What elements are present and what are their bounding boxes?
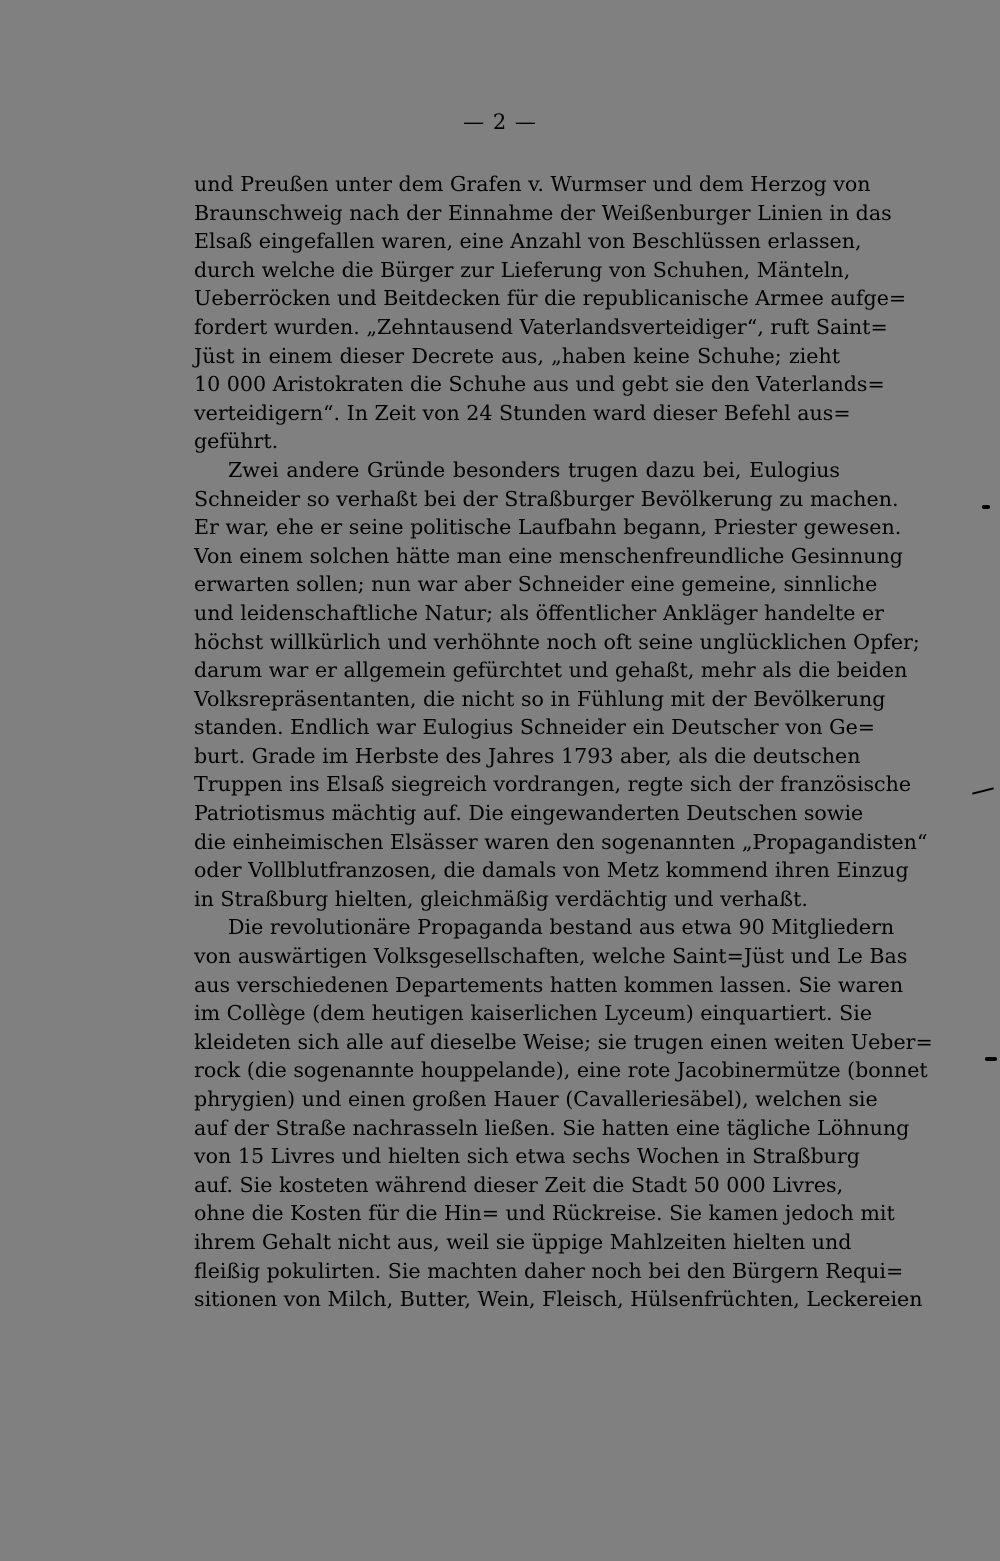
text-line: ohne die Kosten für die Hin= und Rückreise. Sie kamen jedoch mit <box>194 1201 895 1226</box>
margin-ink-blot <box>985 1057 997 1061</box>
text-line: Elsaß eingefallen waren, eine Anzahl von Beschlüssen erlassen, <box>194 229 862 254</box>
text-line: Patriotismus mächtig auf. Die eingewanderten Deutschen sowie <box>194 801 864 826</box>
margin-ink-stroke <box>972 787 994 794</box>
margin-ink-dot <box>982 505 990 509</box>
text-line: aus verschiedenen Departements hatten kommen lassen. Sie waren <box>194 972 904 997</box>
text-line: oder Vollblutfranzosen, die damals von Metz kommend ihren Einzug <box>194 858 909 883</box>
text-line: Jüst in einem dieser Decrete aus, „haben keine Schuhe; zieht <box>194 343 840 368</box>
text-line: von auswärtigen Volksgesellschaften, welche Saint=Jüst und Le Bas <box>194 944 908 969</box>
text-line: auf der Straße nachrasseln ließen. Sie hatten eine tägliche Löhnung <box>194 1115 910 1140</box>
text-line: fordert wurden. „Zehntausend Vaterlandsverteidiger“, ruft Saint= <box>194 314 888 339</box>
text-line: fleißig pokulirten. Sie machten daher noch bei den Bürgern Requi= <box>194 1258 904 1283</box>
page-number: — 2 — <box>463 110 537 134</box>
text-line: kleideten sich alle auf dieselbe Weise; sie trugen einen weiten Ueber= <box>194 1029 933 1054</box>
text-line: auf. Sie kosteten während dieser Zeit die Stadt 50 000 Livres, <box>194 1172 844 1197</box>
text-line: von 15 Livres und hielten sich etwa sechs Wochen in Straßburg <box>194 1144 860 1169</box>
paragraph <box>194 456 928 914</box>
body-text <box>194 170 933 1314</box>
text-line: Die revolutionäre Propaganda bestand aus etwa 90 Mitgliedern <box>228 915 895 940</box>
text-line: ihrem Gehalt nicht aus, weil sie üppige Mahlzeiten hielten und <box>194 1229 852 1254</box>
text-line: die einheimischen Elsässer waren den sogenannten „Propagandisten“ <box>194 829 928 854</box>
text-line: 10 000 Aristokraten die Schuhe aus und gebt sie den Vaterlands= <box>194 372 885 397</box>
text-line: durch welche die Bürger zur Lieferung von Schuhen, Mänteln, <box>194 257 851 282</box>
text-line: Volksrepräsentanten, die nicht so in Fühlung mit der Bevölkerung <box>194 686 886 711</box>
text-line: in Straßburg hielten, gleichmäßig verdächtig und verhaßt. <box>194 886 808 911</box>
text-line: rock (die sogenannte houppelande), eine rote Jacobinermütze (bonnet <box>194 1058 928 1083</box>
text-line: Truppen ins Elsaß siegreich vordrangen, regte sich der französische <box>194 772 912 797</box>
text-line: Braunschweig nach der Einnahme der Weißenburger Linien in das <box>194 200 892 225</box>
text-line: phrygien) und einen großen Hauer (Cavalleriesäbel), welchen sie <box>194 1087 878 1111</box>
text-line: Schneider so verhaßt bei der Straßburger Bevölkerung zu machen. <box>194 486 899 511</box>
text-line: und leidenschaftliche Natur; als öffentlicher Ankläger handelte er <box>194 600 884 625</box>
text-line: erwarten sollen; nun war aber Schneider eine gemeine, sinnliche <box>194 572 878 597</box>
text-line: burt. Grade im Herbste des Jahres 1793 aber, als die deutschen <box>194 743 861 768</box>
text-line: standen. Endlich war Eulogius Schneider ein Deutscher von Ge= <box>194 715 876 740</box>
paragraph <box>194 913 933 1313</box>
text-line: höchst willkürlich und verhöhnte noch oft seine unglücklichen Opfer; <box>194 629 920 654</box>
text-line: geführt. <box>194 429 279 454</box>
text-line: sitionen von Milch, Butter, Wein, Fleisch, Hülsenfrüchten, Leckereien <box>194 1287 923 1312</box>
text-line: Von einem solchen hätte man eine menschenfreundliche Gesinnung <box>194 543 903 568</box>
text-line: Er war, ehe er seine politische Laufbahn begann, Priester gewesen. <box>194 515 902 540</box>
text-line: im Collège (dem heutigen kaiserlichen Lyceum) einquartiert. Sie <box>194 1001 873 1026</box>
text-line: Zwei andere Gründe besonders trugen dazu bei, Eulogius <box>228 457 840 482</box>
text-line: Ueberröcken und Beitdecken für die republicanische Armee aufge= <box>194 286 907 311</box>
text-line: und Preußen unter dem Grafen v. Wurmser und dem Herzog von <box>194 172 871 196</box>
text-line: verteidigern“. In Zeit von 24 Stunden ward dieser Befehl aus= <box>194 400 851 425</box>
paragraph <box>194 170 907 456</box>
text-line: darum war er allgemein gefürchtet und gehaßt, mehr als die beiden <box>194 658 908 683</box>
